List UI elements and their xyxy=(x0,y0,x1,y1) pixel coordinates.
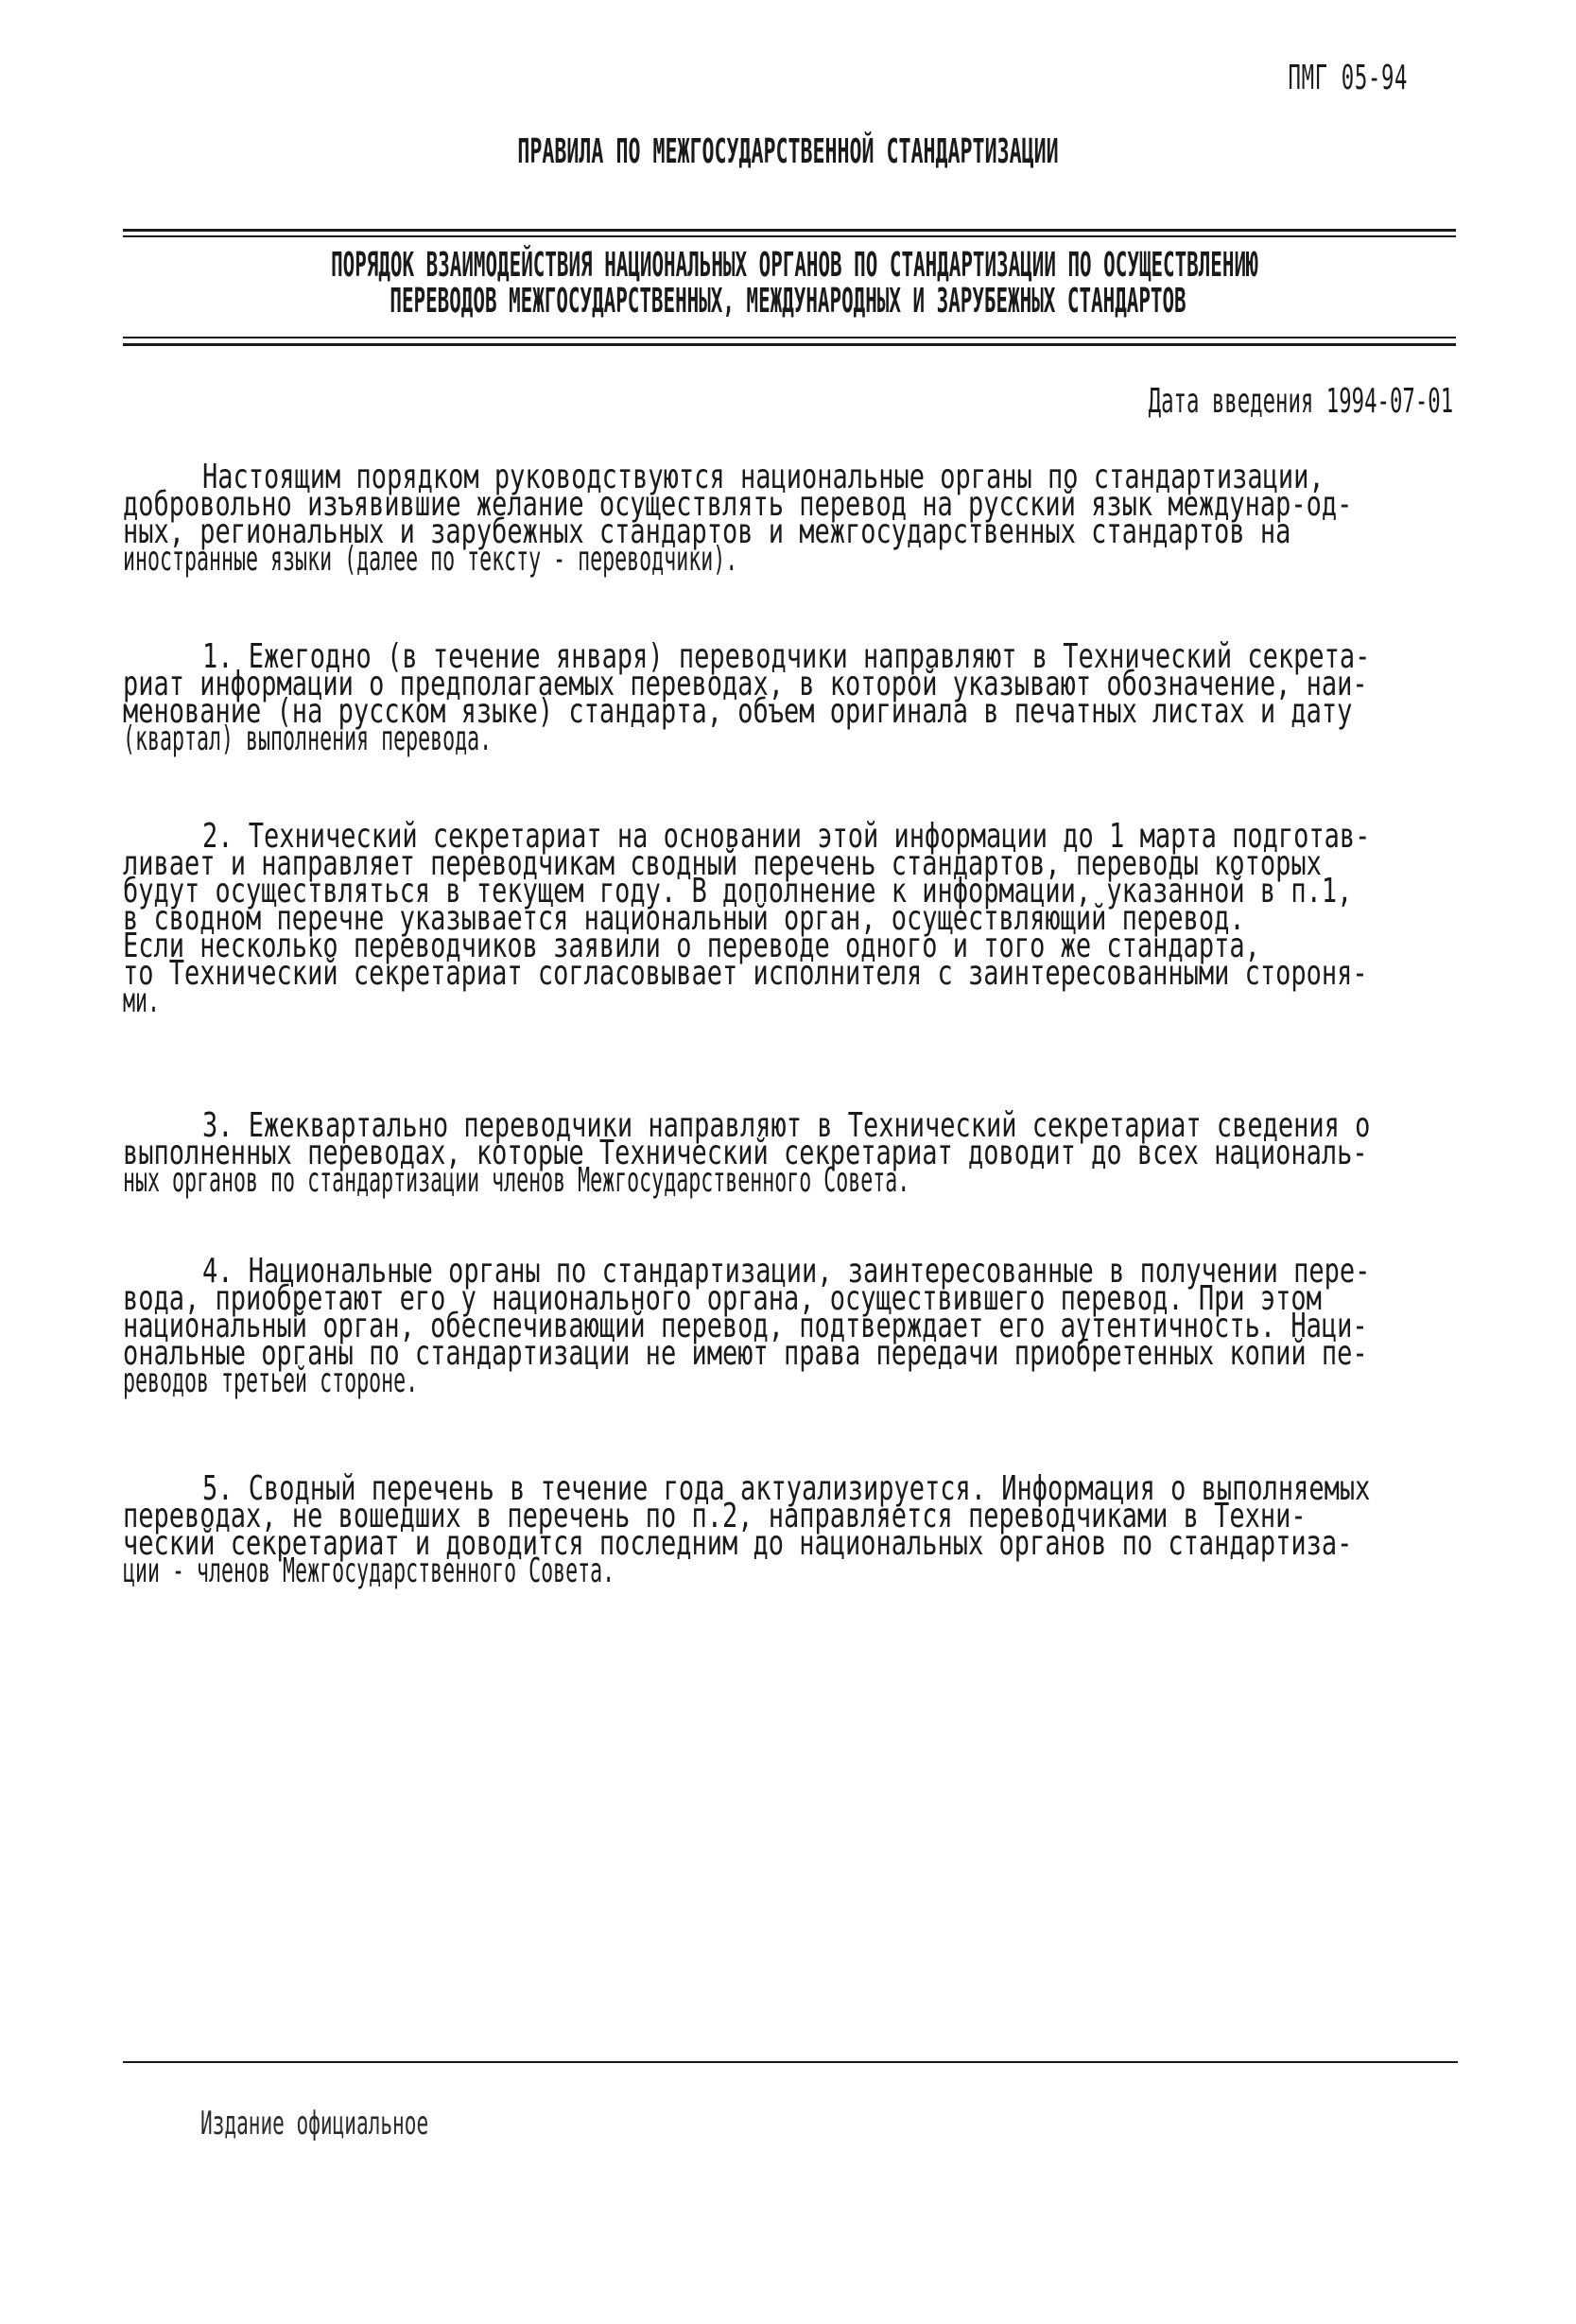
text-line: 1. Ежегодно (в течение января) переводчики направляют в Технический секрета- xyxy=(202,637,1371,676)
text-line: Если несколько переводчиков заявили о переводе одного и того же стандарта, xyxy=(123,927,1260,965)
text-line: реводов третьей стороне. xyxy=(123,1361,419,1400)
introduction-date: Дата введения 1994-07-01 xyxy=(1148,382,1453,421)
official-edition-note: Издание официальное xyxy=(200,2105,429,2142)
title-top-rule-inner xyxy=(123,235,1456,237)
paragraph-2 xyxy=(123,817,1456,1020)
text-line: ливает и направляет переводчикам сводный перечень стандартов, переводы которых xyxy=(123,844,1322,883)
text-line: ми. xyxy=(123,981,161,1020)
text-line: 2. Технический секретариат на основании этой информации до 1 марта подготав- xyxy=(202,817,1371,856)
text-line: Настоящим порядком руководствуются национальные органы по стандартизации, xyxy=(202,458,1325,496)
title-bottom-rule xyxy=(123,343,1456,346)
paragraph-4 xyxy=(123,1252,1456,1400)
text-line: добровольно изъявившие желание осуществлять перевод на русский язык междунар-од- xyxy=(123,485,1353,524)
text-line: национальный орган, обеспечивающий перевод, подтверждает его аутентичность. Наци- xyxy=(123,1307,1368,1345)
text-line: риат информации о предполагаемых переводах, в которой указывают обозначение, наи- xyxy=(123,665,1368,703)
text-line: ных органов по стандартизации членов Межгосударственного Совета. xyxy=(123,1161,910,1200)
document-title-line-1: ПОРЯДОК ВЗАИМОДЕЙСТВИЯ НАЦИОНАЛЬНЫХ ОРГАНОВ ПО СТАНДАРТИЗАЦИИ ПО ОСУЩЕСТВЛЕНИЮ xyxy=(331,246,1258,285)
text-line: ональные органы по стандартизации не имеют права передачи приобретенных копий пе- xyxy=(123,1334,1368,1373)
title-bottom-rule-inner xyxy=(123,337,1456,338)
footer-rule xyxy=(123,2061,1458,2063)
text-line: менование (на русском языке) стандарта, объем оригинала в печатных листах и дату xyxy=(123,692,1353,731)
text-line: будут осуществляться в текущем году. В дополнение к информации, указанной в п.1, xyxy=(123,872,1353,911)
text-line: 4. Национальные органы по стандартизации, заинтересованные в получении пере- xyxy=(202,1252,1371,1291)
document-code: ПМГ 05-94 xyxy=(1288,59,1408,97)
text-line: иностранные языки (далее по тексту - переводчики). xyxy=(123,540,738,579)
document-title xyxy=(0,248,1576,320)
text-line: выполненных переводах, которые Технический секретариат доводит до всех националь- xyxy=(123,1134,1368,1172)
text-line: ных, региональных и зарубежных стандартов и межгосударственных стандартов на xyxy=(123,512,1291,551)
paragraph-1 xyxy=(123,637,1456,758)
paragraph-5 xyxy=(123,1469,1456,1590)
title-top-rule xyxy=(123,229,1456,232)
text-line: ческий секретариат и доводится последним до национальных органов по стандартиза- xyxy=(123,1524,1353,1563)
text-line: в сводном перечне указывается национальный орган, осуществляющий перевод. xyxy=(123,899,1245,938)
text-line: то Технический секретариат согласовывает исполнителя с заинтересованными стороня- xyxy=(123,954,1368,993)
paragraph-3 xyxy=(123,1106,1456,1200)
text-line: 3. Ежеквартально переводчики направляют в Технический секретариат сведения о xyxy=(202,1106,1371,1145)
text-line: 5. Сводный перечень в течение года актуализируется. Информация о выполняемых xyxy=(202,1469,1371,1508)
text-line: переводах, не вошедших в перечень по п.2, направляется переводчиками в Техни- xyxy=(123,1497,1307,1535)
text-line: вода, приобретают его у национального органа, осуществившего перевод. При этом xyxy=(123,1279,1322,1318)
text-line: (квартал) выполнения перевода. xyxy=(123,720,493,758)
document-title-line-2: ПЕРЕВОДОВ МЕЖГОСУДАРСТВЕННЫХ, МЕЖДУНАРОДНЫХ И ЗАРУБЕЖНЫХ СТАНДАРТОВ xyxy=(390,282,1186,321)
text-line: ции - членов Межгосударственного Совета. xyxy=(123,1552,615,1590)
paragraph-intro xyxy=(123,458,1456,579)
section-title: ПРАВИЛА ПО МЕЖГОСУДАРСТВЕННОЙ СТАНДАРТИЗАЦИИ xyxy=(517,132,1059,171)
